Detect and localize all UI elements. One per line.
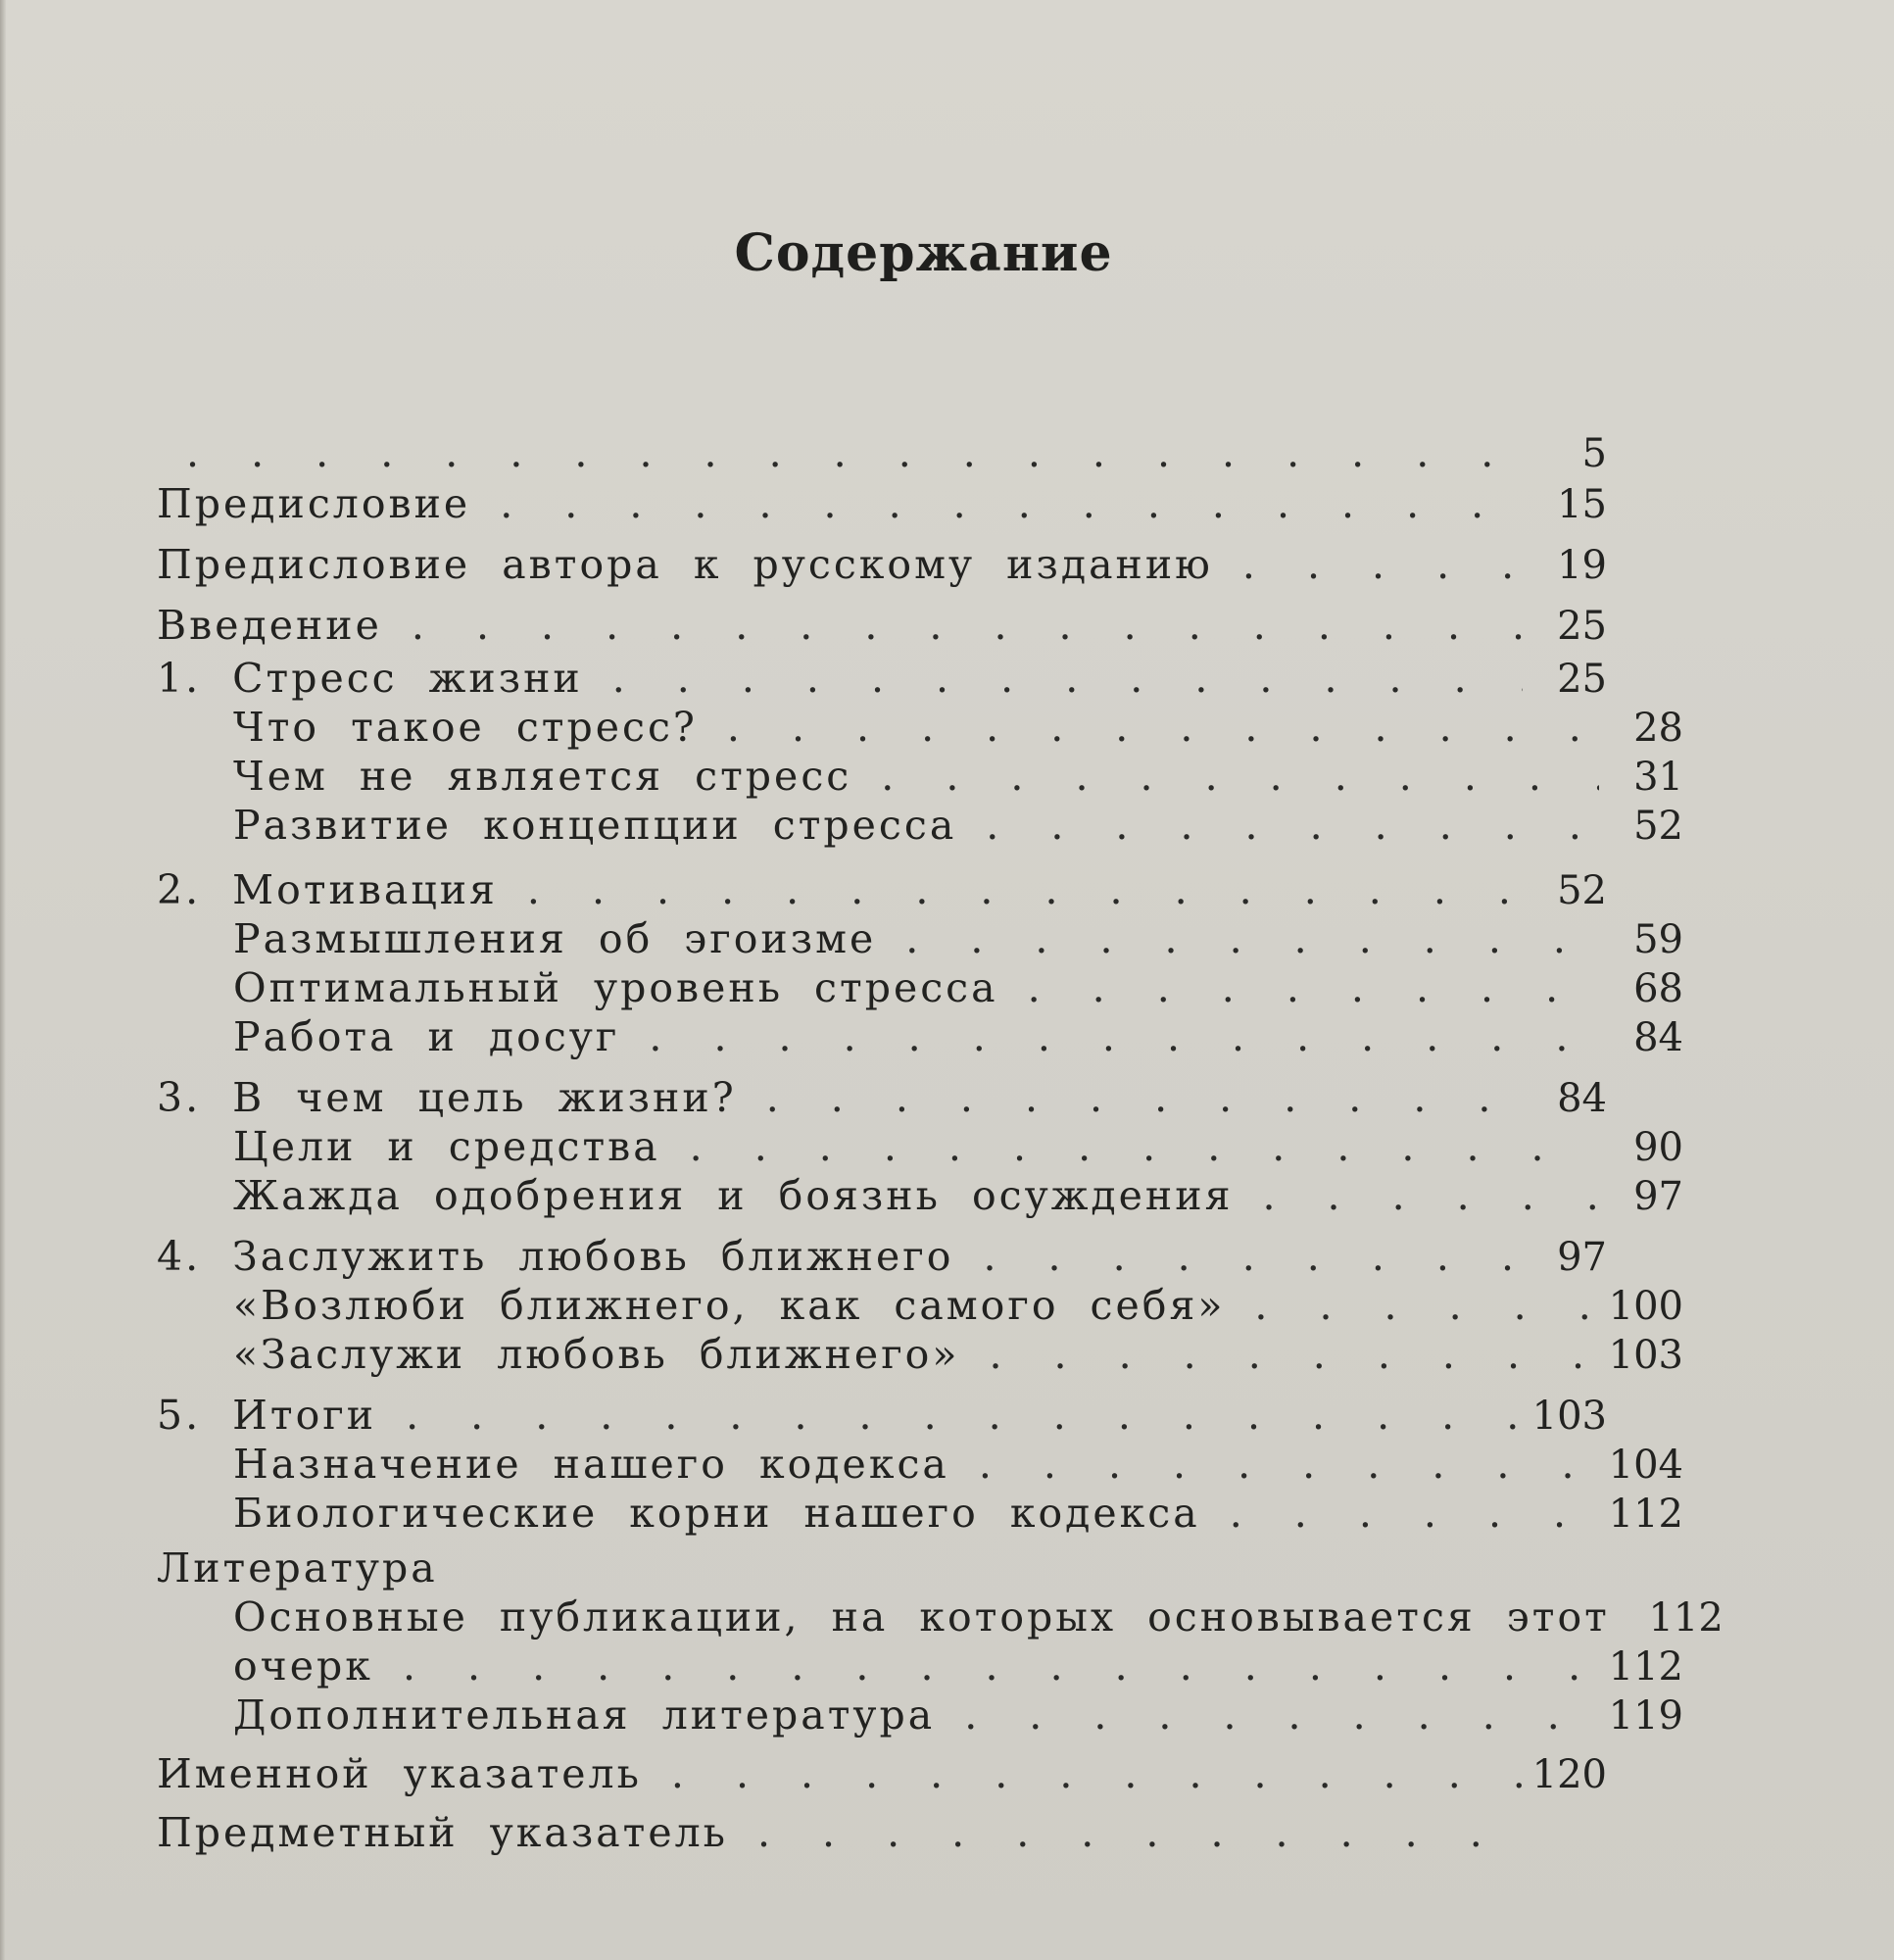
toc-section — [233, 964, 1683, 1017]
leader-dots — [737, 1074, 1523, 1121]
toc-page-number: 68 — [1633, 966, 1683, 1011]
toc-entry-label: Оптимальный уровень стресса — [233, 964, 998, 1011]
toc-page-number: 100 — [1608, 1284, 1683, 1329]
leader-dots — [851, 753, 1599, 800]
toc-page-number: 84 — [1557, 1076, 1607, 1121]
leader-dots — [698, 704, 1599, 751]
toc-page-number: 52 — [1633, 804, 1683, 849]
leader-dots — [998, 964, 1599, 1011]
toc-section — [233, 915, 1683, 968]
toc-page-number: 90 — [1633, 1125, 1683, 1170]
leader-dots — [1213, 541, 1523, 588]
leader-dots — [498, 866, 1523, 913]
toc-entry-label: Назначение нашего кодекса — [233, 1441, 949, 1488]
toc-entry-label: 1. Стресс жизни — [157, 655, 583, 702]
toc-section — [233, 1331, 1683, 1384]
toc-section — [233, 1282, 1683, 1335]
toc-page-number: 104 — [1608, 1443, 1683, 1488]
toc-entry-page-5 — [157, 429, 1607, 482]
toc-entry-introduction — [157, 602, 1607, 655]
toc-chapter-5 — [157, 1392, 1607, 1445]
toc-page-number: 52 — [1557, 868, 1607, 913]
toc-entry-label: Дополнительная литература — [233, 1691, 936, 1739]
leader-dots — [953, 1233, 1523, 1280]
toc-entry-label: Работа и досуг — [233, 1013, 620, 1060]
toc-entry-label: «Заслужи любовь ближнего» — [233, 1331, 960, 1378]
toc-page-number: 5 — [1581, 431, 1607, 476]
leader-dots — [382, 602, 1523, 649]
toc-entry-literature — [157, 1544, 1607, 1597]
leader-dots — [619, 1013, 1599, 1060]
toc-page-number: 103 — [1608, 1333, 1683, 1378]
toc-entry-label: Что такое стресс? — [233, 704, 698, 751]
toc-entry-label: Цели и средства — [233, 1123, 660, 1170]
toc-entry-label: «Возлюби ближнего, как самого себя» — [233, 1282, 1226, 1329]
toc-entry-author-preface — [157, 541, 1607, 594]
toc-page-number: 59 — [1633, 917, 1683, 962]
toc-page-number: 97 — [1557, 1235, 1607, 1280]
toc-page-number: 112 — [1608, 1644, 1683, 1690]
toc-entry-label: Введение — [157, 602, 382, 649]
toc-entry-label: Биологические корни нашего кодекса — [233, 1490, 1200, 1537]
leader-dots — [376, 1392, 1523, 1439]
leader-dots — [935, 1691, 1599, 1739]
toc-entry-label: Предисловие — [157, 480, 471, 527]
toc-page-number: 120 — [1531, 1752, 1607, 1797]
toc-section — [233, 704, 1683, 757]
toc-entry-label: Жажда одобрения и боязнь осуждения — [233, 1172, 1234, 1219]
toc-entry-label: Именной указатель — [157, 1750, 642, 1797]
toc-page-number: 84 — [1633, 1015, 1683, 1060]
leader-dots — [642, 1750, 1523, 1797]
toc-page-number: 15 — [1557, 482, 1607, 527]
toc-entry-label: 3. В чем цель жизни? — [157, 1074, 737, 1121]
leader-dots — [1233, 1172, 1599, 1219]
leader-dots — [949, 1441, 1599, 1488]
toc-chapter-2 — [157, 866, 1607, 919]
toc-page-number: 31 — [1633, 755, 1683, 800]
toc-chapter-1 — [157, 655, 1607, 708]
leader-dots — [1225, 1282, 1599, 1329]
toc-section — [233, 1642, 1683, 1695]
toc-entry-label: 2. Мотивация — [157, 866, 498, 913]
leader-dots — [728, 1809, 1523, 1856]
toc-chapter-3 — [157, 1074, 1607, 1127]
toc-entry-label: Размышления об эгоизме — [233, 915, 877, 962]
toc-entry-subject-index — [157, 1809, 1607, 1862]
toc-entry-name-index — [157, 1750, 1607, 1803]
toc-entry-label: Предисловие автора к русскому изданию — [157, 541, 1213, 588]
toc-entry-label: 5. Итоги — [157, 1392, 377, 1439]
leader-dots — [373, 1642, 1599, 1690]
toc-entry-label: очерк — [233, 1642, 373, 1690]
leader-dots — [956, 802, 1599, 849]
toc-entry-preface — [157, 480, 1607, 533]
toc-entry-label: Предметный указатель — [157, 1809, 728, 1856]
toc-page-number: 28 — [1633, 706, 1683, 751]
leader-dots — [660, 1123, 1599, 1170]
page-title: Содержание — [734, 223, 1113, 283]
toc-section — [233, 1691, 1683, 1744]
toc-section — [233, 1490, 1683, 1543]
toc-page-number: 19 — [1557, 543, 1607, 588]
toc-entry-label: 4. Заслужить любовь ближнего — [157, 1233, 954, 1280]
toc-page-number: 97 — [1633, 1174, 1683, 1219]
toc-section — [233, 1172, 1683, 1225]
leader-dots — [157, 429, 1523, 476]
toc-page-number: 119 — [1608, 1693, 1683, 1739]
toc-page-number: 112 — [1648, 1595, 1724, 1641]
toc-page-number: 25 — [1557, 604, 1607, 649]
toc-section — [233, 1013, 1683, 1066]
toc-section — [233, 1593, 1724, 1646]
toc-page-number: 112 — [1608, 1492, 1683, 1537]
toc-entry-label: Основные публикации, на которых основывается этот — [233, 1593, 1610, 1641]
toc-chapter-4 — [157, 1233, 1607, 1286]
toc-entry-label: Чем не является стресс — [233, 753, 852, 800]
leader-dots — [1200, 1490, 1599, 1537]
toc-entry-label: Литература — [157, 1544, 438, 1592]
leader-dots — [876, 915, 1599, 962]
toc-page-number: 25 — [1557, 657, 1607, 702]
toc-section — [233, 1441, 1683, 1494]
toc-page-number: 103 — [1531, 1394, 1607, 1439]
toc-section — [233, 802, 1683, 855]
leader-dots — [959, 1331, 1599, 1378]
leader-dots — [470, 480, 1523, 527]
leader-dots — [583, 655, 1523, 702]
toc-section — [233, 1123, 1683, 1176]
toc-section — [233, 753, 1683, 806]
toc-entry-label: Развитие концепции стресса — [233, 802, 957, 849]
